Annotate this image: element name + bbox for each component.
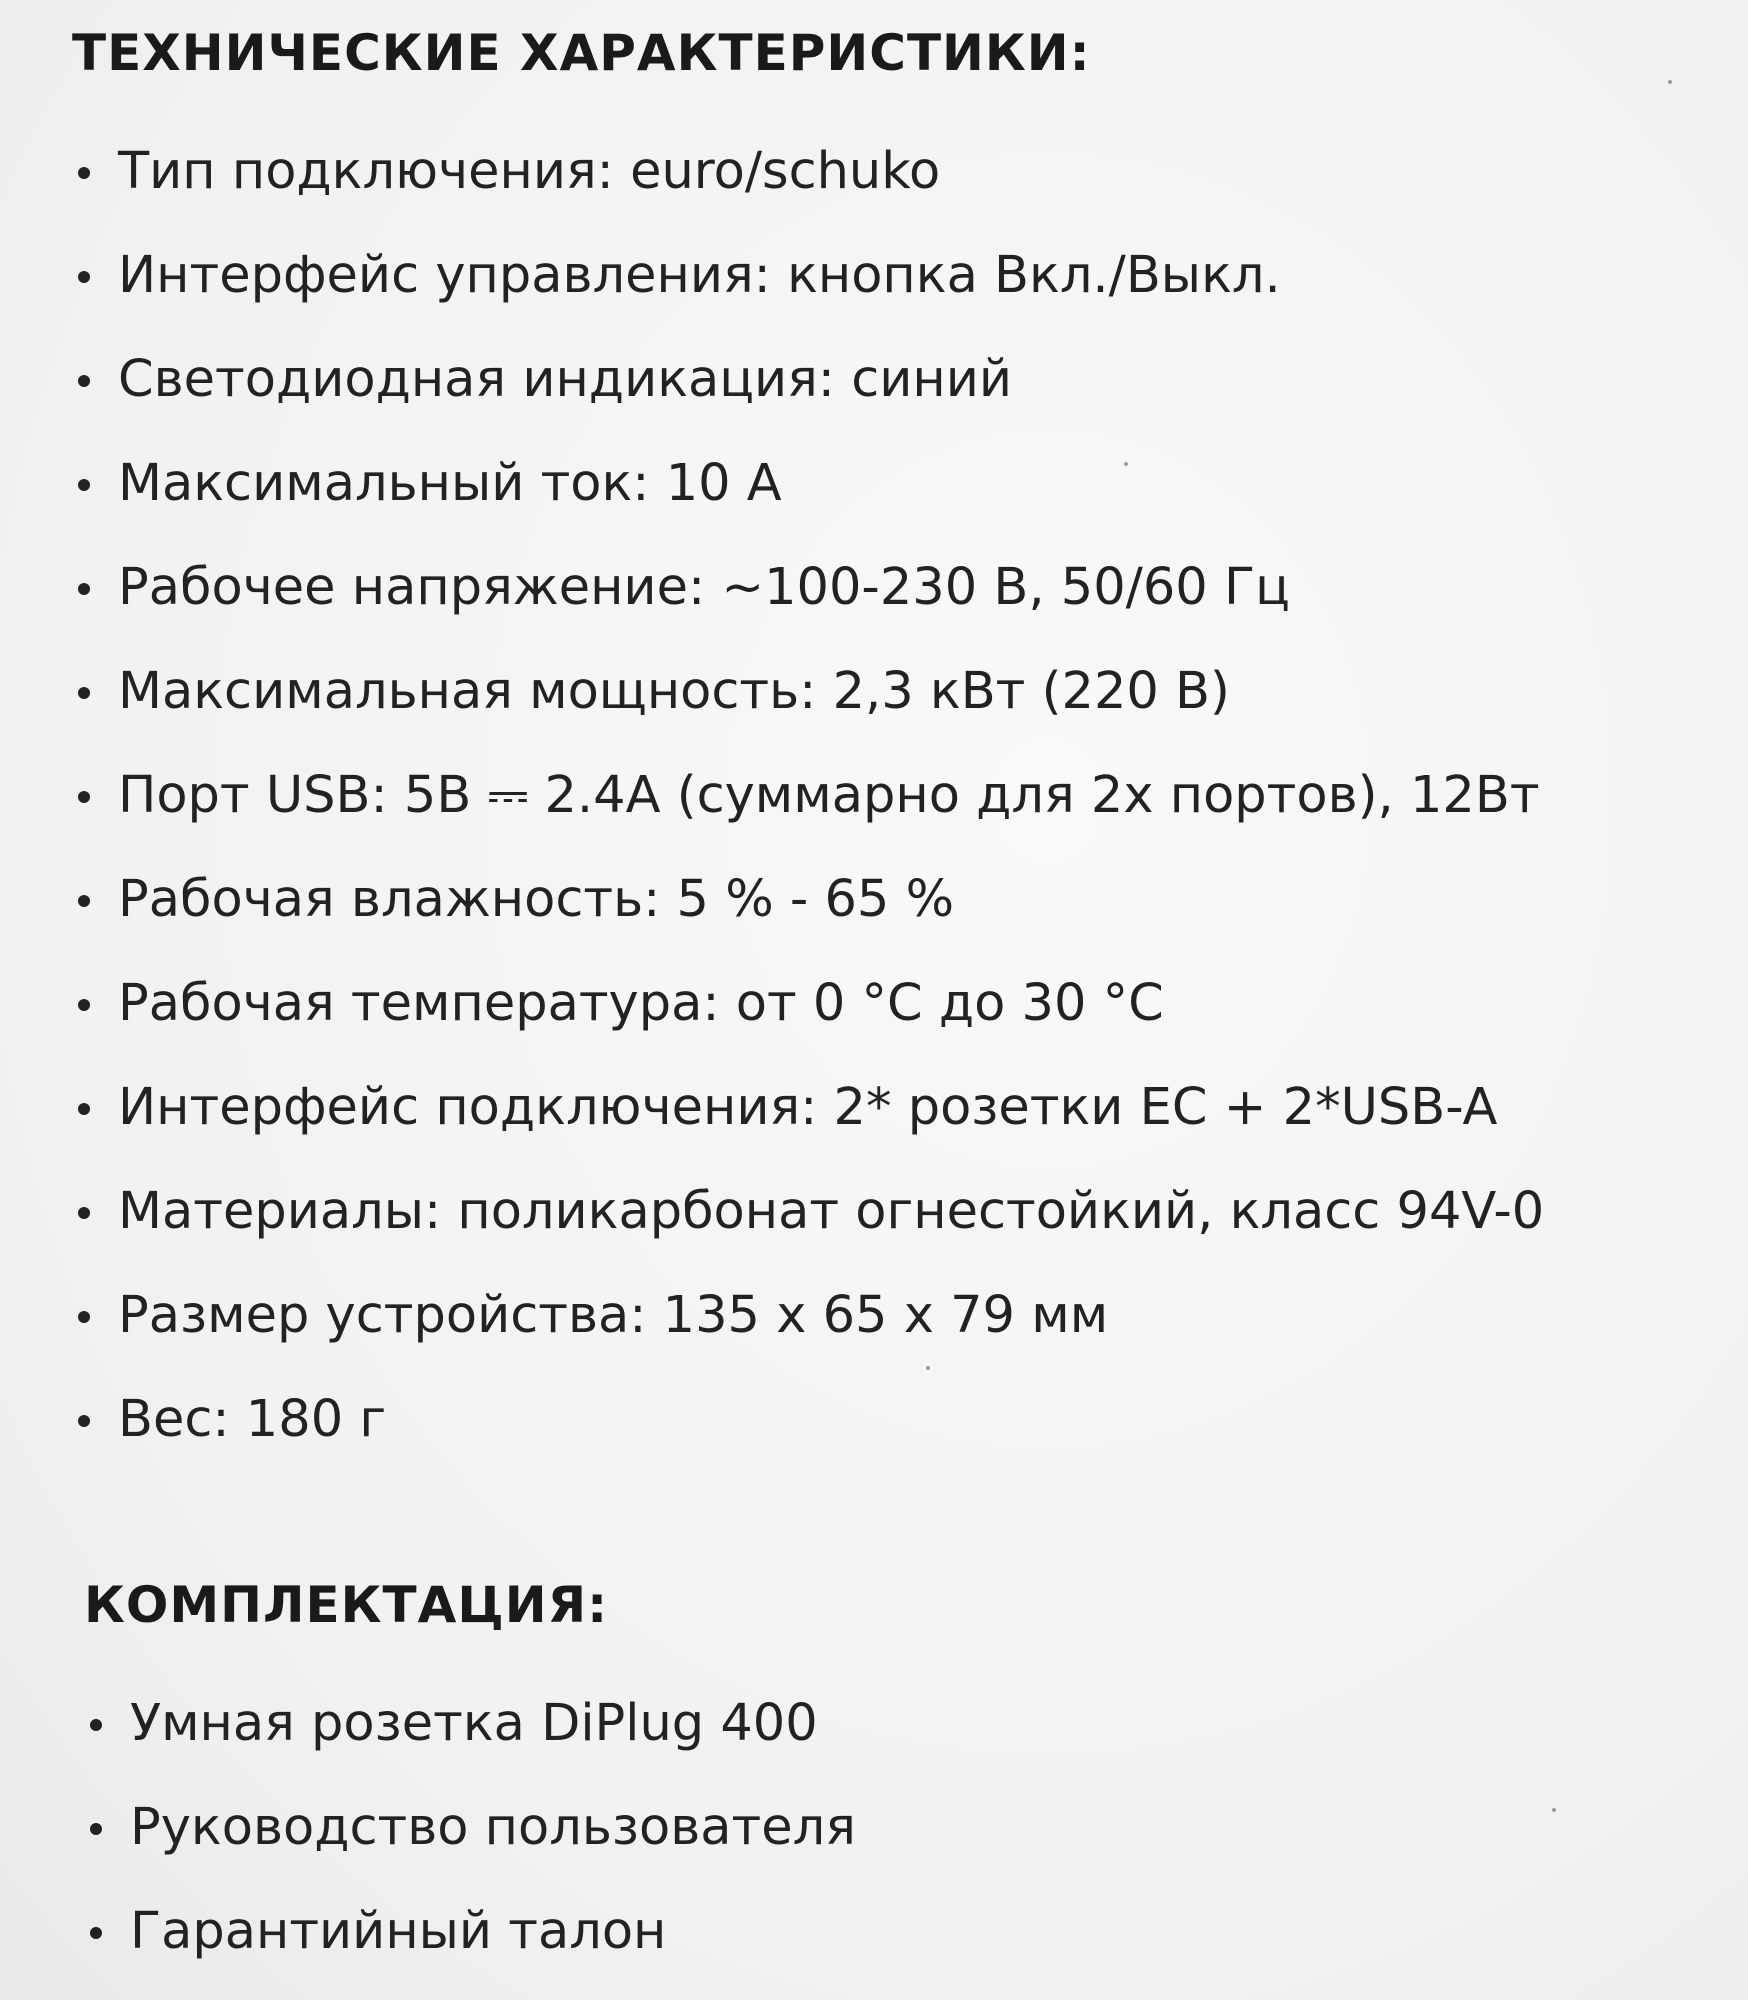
spec-item-text: Рабочая влажность: 5 % - 65 % (118, 870, 955, 929)
spec-item-text: Порт USB: 5В ⎓ 2.4А (суммарно для 2х портов), 12Вт (118, 766, 1540, 825)
spec-item-max-power (72, 640, 1544, 744)
contents-item-text: Гарантийный талон (130, 1902, 667, 1961)
contents-item-text: Руководство пользователя (130, 1798, 856, 1857)
contents-item-warranty-card (84, 1880, 856, 1984)
spec-item-connection-type (72, 120, 1544, 224)
bullet-icon (78, 583, 90, 595)
spec-item-text: Вес: 180 г (118, 1390, 387, 1449)
spec-item-text: Рабочее напряжение: ~100-230 В, 50/60 Гц (118, 558, 1290, 617)
spec-item-materials (72, 1160, 1544, 1264)
paper-speck (926, 1366, 930, 1370)
spec-item-text: Размер устройства: 135 х 65 х 79 мм (118, 1286, 1109, 1345)
specifications-list (72, 120, 1544, 1472)
bullet-icon (90, 1719, 102, 1731)
spec-item-control-interface (72, 224, 1544, 328)
spec-item-temperature (72, 952, 1544, 1056)
spec-item-weight (72, 1368, 1544, 1472)
spec-item-text: Интерфейс подключения: 2* розетки ЕС + 2*USB-A (118, 1078, 1498, 1137)
package-contents-list (84, 1672, 856, 1984)
paper-speck (1124, 462, 1128, 466)
bullet-icon (78, 791, 90, 803)
bullet-icon (78, 375, 90, 387)
bullet-icon (78, 895, 90, 907)
spec-item-device-size (72, 1264, 1544, 1368)
paper-speck (1552, 1808, 1556, 1812)
spec-item-text: Максимальная мощность: 2,3 кВт (220 В) (118, 662, 1230, 721)
bullet-icon (78, 1207, 90, 1219)
bullet-icon (78, 271, 90, 283)
spec-item-text: Интерфейс управления: кнопка Вкл./Выкл. (118, 246, 1281, 305)
contents-item-smart-socket (84, 1672, 856, 1776)
spec-item-text: Светодиодная индикация: синий (118, 350, 1013, 409)
spec-item-text: Тип подключения: euro/schuko (118, 142, 941, 201)
bullet-icon (90, 1823, 102, 1835)
bullet-icon (90, 1927, 102, 1939)
bullet-icon (78, 999, 90, 1011)
package-contents-section (84, 1570, 856, 1984)
contents-item-text: Умная розетка DiPlug 400 (130, 1694, 818, 1753)
spec-item-text: Рабочая температура: от 0 °С до 30 °С (118, 974, 1164, 1033)
bullet-icon (78, 1103, 90, 1115)
bullet-icon (78, 1311, 90, 1323)
specifications-section (72, 18, 1544, 1472)
spec-item-max-current (72, 432, 1544, 536)
bullet-icon (78, 687, 90, 699)
paper-speck (1668, 80, 1672, 84)
spec-item-led-indication (72, 328, 1544, 432)
spec-item-text: Материалы: поликарбонат огнестойкий, класс 94V-0 (118, 1182, 1545, 1241)
specifications-heading: ТЕХНИЧЕСКИЕ ХАРАКТЕРИСТИКИ: (72, 24, 1091, 82)
spec-item-usb-port (72, 744, 1544, 848)
package-contents-heading: КОМПЛЕКТАЦИЯ: (84, 1576, 609, 1634)
bullet-icon (78, 1415, 90, 1427)
spec-item-text: Максимальный ток: 10 А (118, 454, 782, 513)
bullet-icon (78, 167, 90, 179)
spec-item-humidity (72, 848, 1544, 952)
spec-item-operating-voltage (72, 536, 1544, 640)
bullet-icon (78, 479, 90, 491)
spec-item-connection-interface (72, 1056, 1544, 1160)
contents-item-user-manual (84, 1776, 856, 1880)
